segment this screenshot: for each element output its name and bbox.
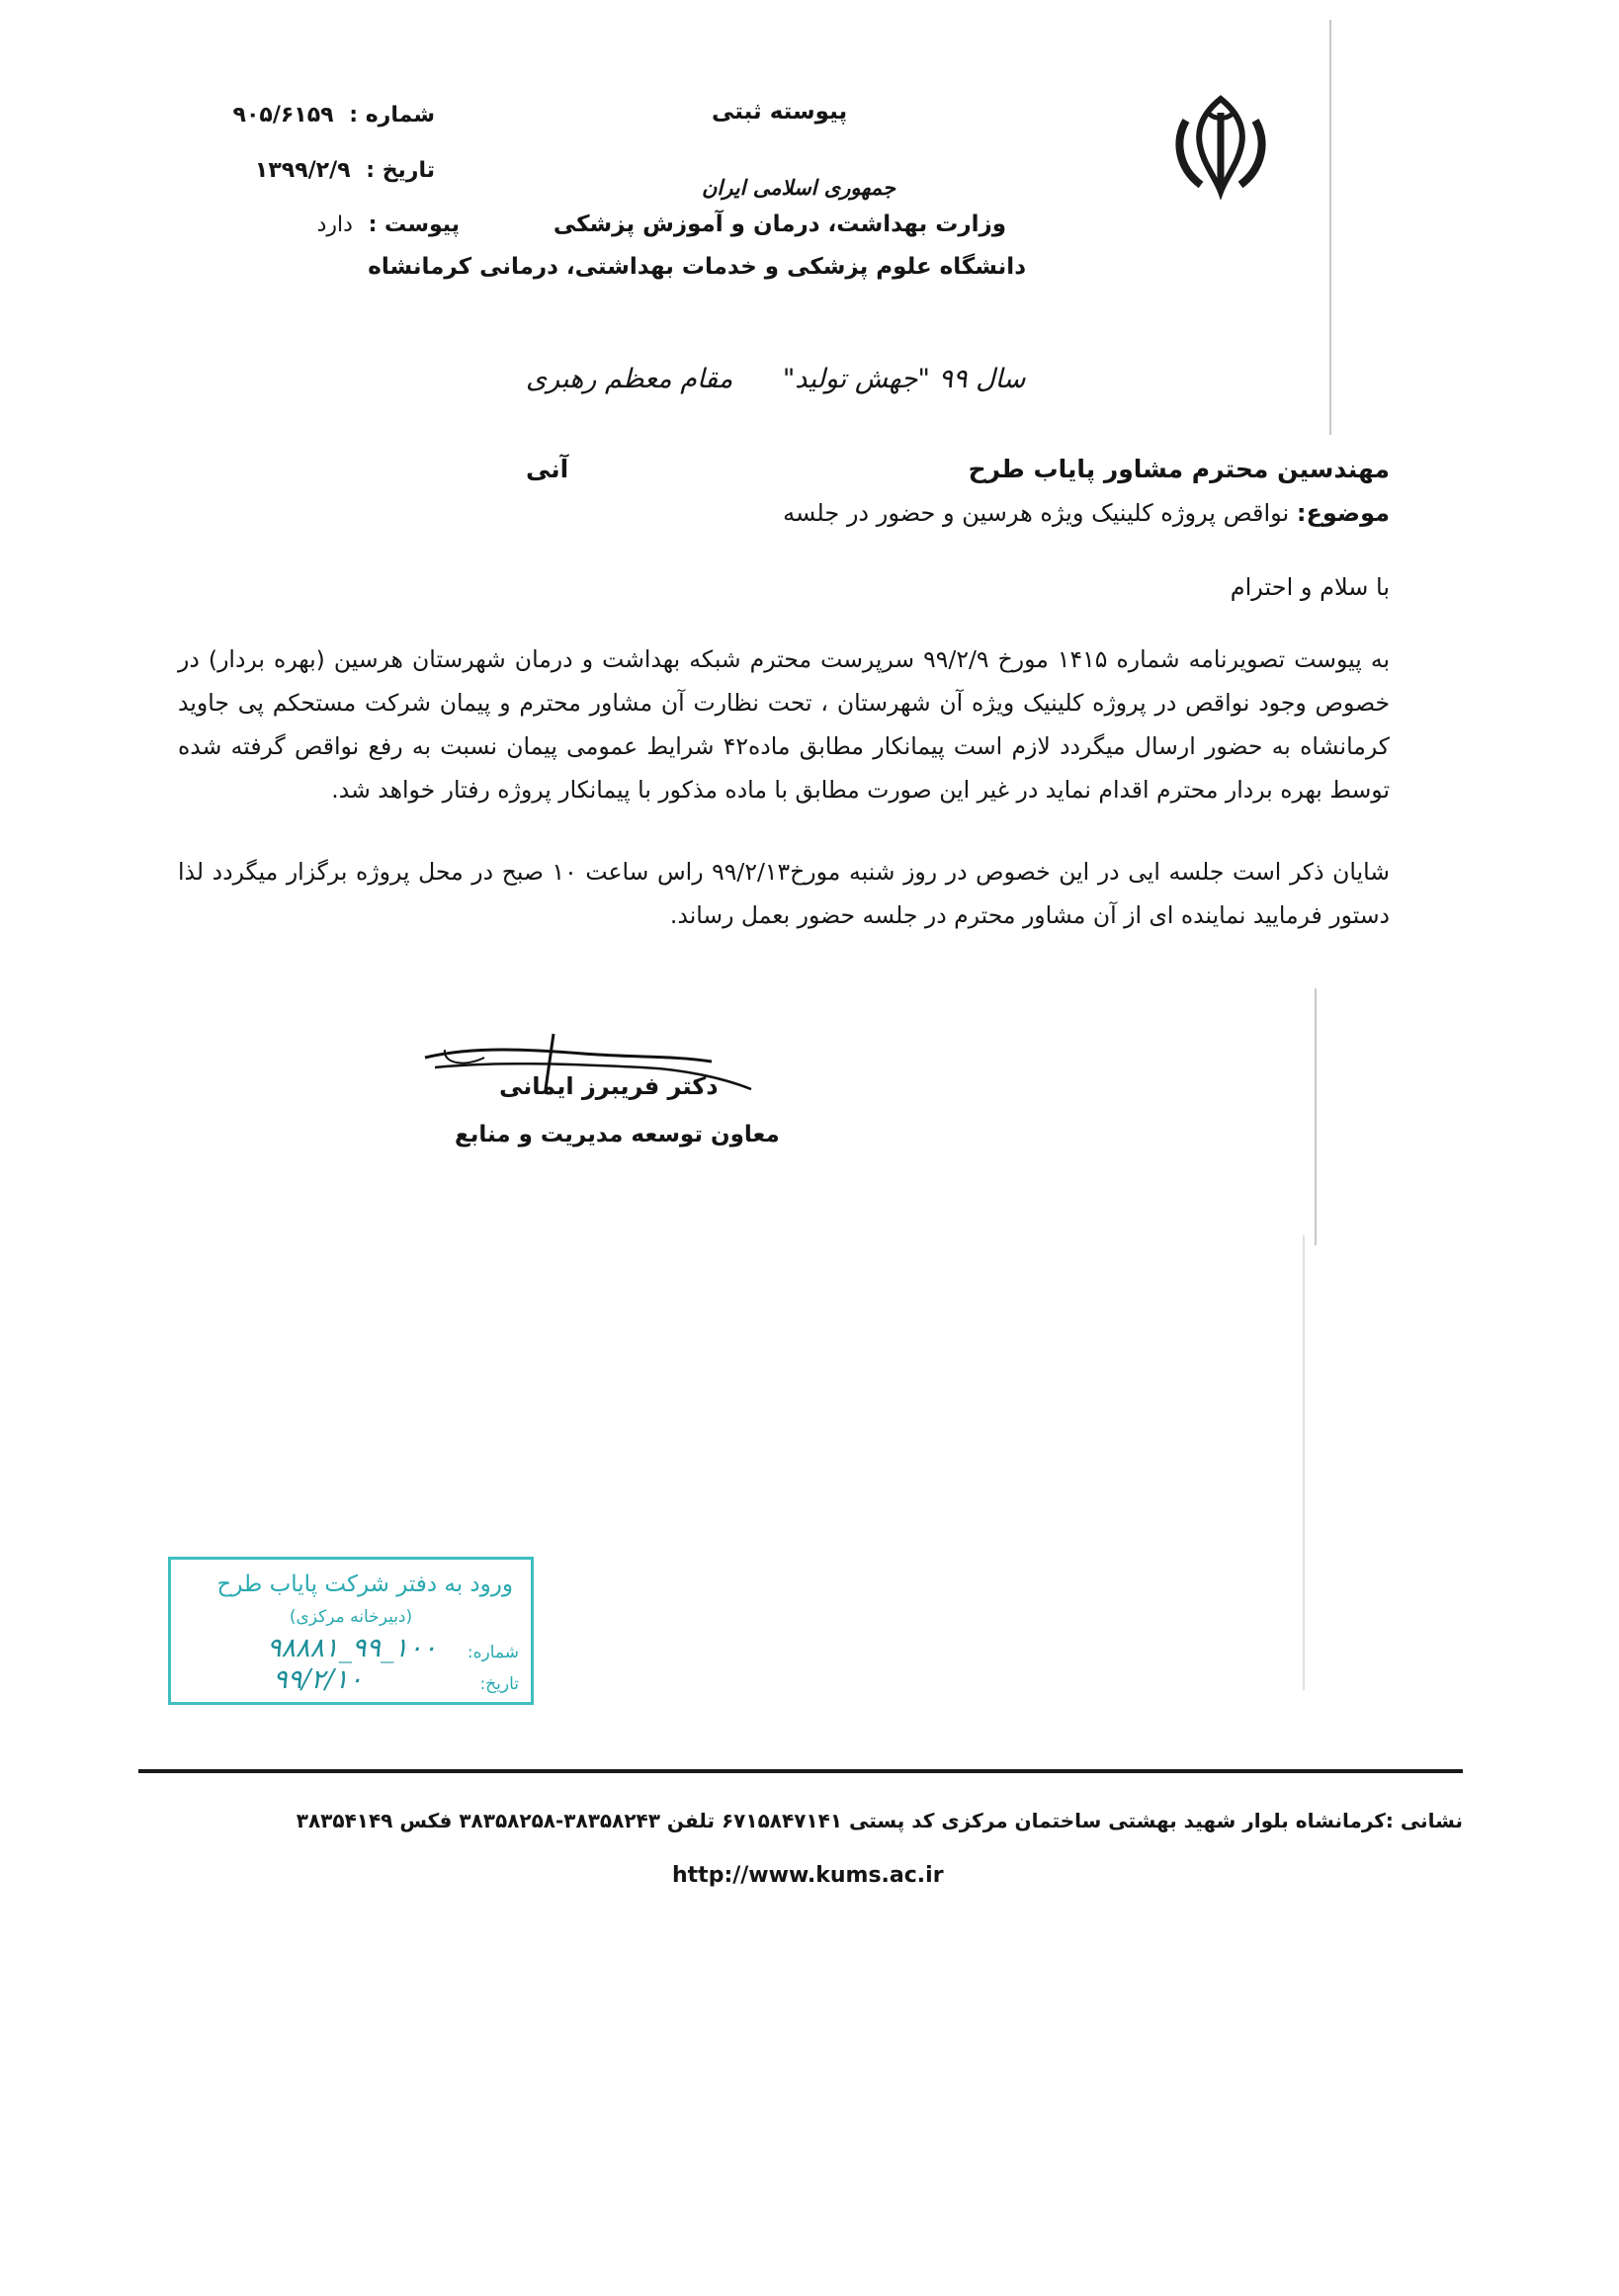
ministry-line-1: جمهوری اسلامی ایران <box>701 176 896 200</box>
signatory-name: دکتر فریبرز ایمانی <box>499 1072 719 1100</box>
greeting: با سلام و احترام <box>1230 573 1390 601</box>
stamp-title: ورود به دفتر شرکت پایاب طرح <box>216 1572 513 1597</box>
letter-number-value: ۹۰۵/۶۱۵۹ <box>232 103 334 128</box>
stamp-number-value: ۱۰۰_۹۹_۹۸۸۸۱ <box>266 1633 437 1663</box>
footer-website: http://www.kums.ac.ir <box>672 1863 944 1888</box>
letter-date <box>237 158 435 183</box>
stamp-subtitle: (دبیرخانه مرکزی) <box>289 1607 413 1627</box>
signatory-title: معاون توسعه مدیریت و منابع <box>455 1122 780 1148</box>
letter-attachment-value: دارد <box>316 213 353 237</box>
year-slogan-attribution: مقام معظم رهبری <box>526 364 733 394</box>
letter-number-label: شماره : <box>349 103 435 128</box>
body-paragraph-2: شایان ذکر است جلسه ایی در این خصوص در روز شنبه مورخ۹۹/۲/۱۳ راس ساعت ۱۰ صبح در محل پروژه برگزار میگردد لذا دستور فرمایید نماینده ای از آن مشاور محترم در جلسه حضور بعمل رساند. <box>178 858 1390 929</box>
year-slogan-phrase: سال ۹۹ "جهش تولید" <box>782 364 1026 394</box>
letter-attachment <box>262 213 460 237</box>
recipient-line: مهندسین محترم مشاور پایاب طرح <box>968 455 1390 483</box>
subject-text: نواقص پروژه کلینیک ویژه هرسین و حضور در جلسه <box>783 499 1290 527</box>
subject-label: موضوع: <box>1296 499 1390 527</box>
scan-artifact-line <box>1315 988 1317 1245</box>
ministry-line-3: دانشگاه علوم پزشکی و خدمات بهداشتی، درمانی کرمانشاه <box>368 254 1026 280</box>
scan-artifact-line <box>1303 1235 1305 1690</box>
stamp-number-label: شماره: <box>467 1643 519 1662</box>
subject-line <box>783 499 1390 527</box>
letter-date-value: ۱۳۹۹/۲/۹ <box>254 158 351 183</box>
letter-number <box>232 103 435 128</box>
body-paragraph-1: به پیوست تصویرنامه شماره ۱۴۱۵ مورخ ۹۹/۲/۹ سرپرست محترم شبکه بهداشت و درمان شهرستان هرسین (بهره بردار) در خصوص وجود نواقص در پروژه کلینیک ویژه آن شهرستان ، تحت نظارت آن مشاور محترم و پیمان شرکت مستحکم پی جاوید کرمانشاه به حضور ارسال میگردد لازم است پیمانکار مطابق ماده۴۲ شرایط عمومی پیمان نسبت به رفع نواقص گرفته شده توسط بهره بردار محترم اقدام نماید در غیر این صورت مطابق با ماده مذکور با پیمانکار پروژه رفتار خواهد شد. <box>178 645 1390 804</box>
year-slogan <box>484 364 1026 394</box>
scan-artifact-line <box>1329 20 1331 435</box>
letter-attachment-label: پیوست : <box>368 213 460 237</box>
stamp-date-label: تاریخ: <box>479 1674 519 1694</box>
stamp-date-value: ۹۹/۲/۱۰ <box>273 1664 363 1695</box>
iran-emblem-icon <box>1166 91 1275 200</box>
letter-date-label: تاریخ : <box>366 158 435 183</box>
footer-address: نشانی :کرمانشاه بلوار شهید بهشتی ساختمان مرکزی کد پستی ۶۷۱۵۸۴۷۱۴۱ تلفن ۳۸۳۵۸۲۴۳-۳۸۳۵۸۲۵۸ فکس ۳۸۳۵۴۱۴۹ <box>296 1809 1463 1832</box>
classification-label: پیوسته ثبتی <box>712 99 848 125</box>
footer-divider <box>138 1769 1463 1773</box>
ministry-line-2: وزارت بهداشت، درمان و آموزش پزشکی <box>553 212 1006 237</box>
urgency-label: آنی <box>526 455 569 483</box>
received-stamp <box>168 1557 534 1705</box>
